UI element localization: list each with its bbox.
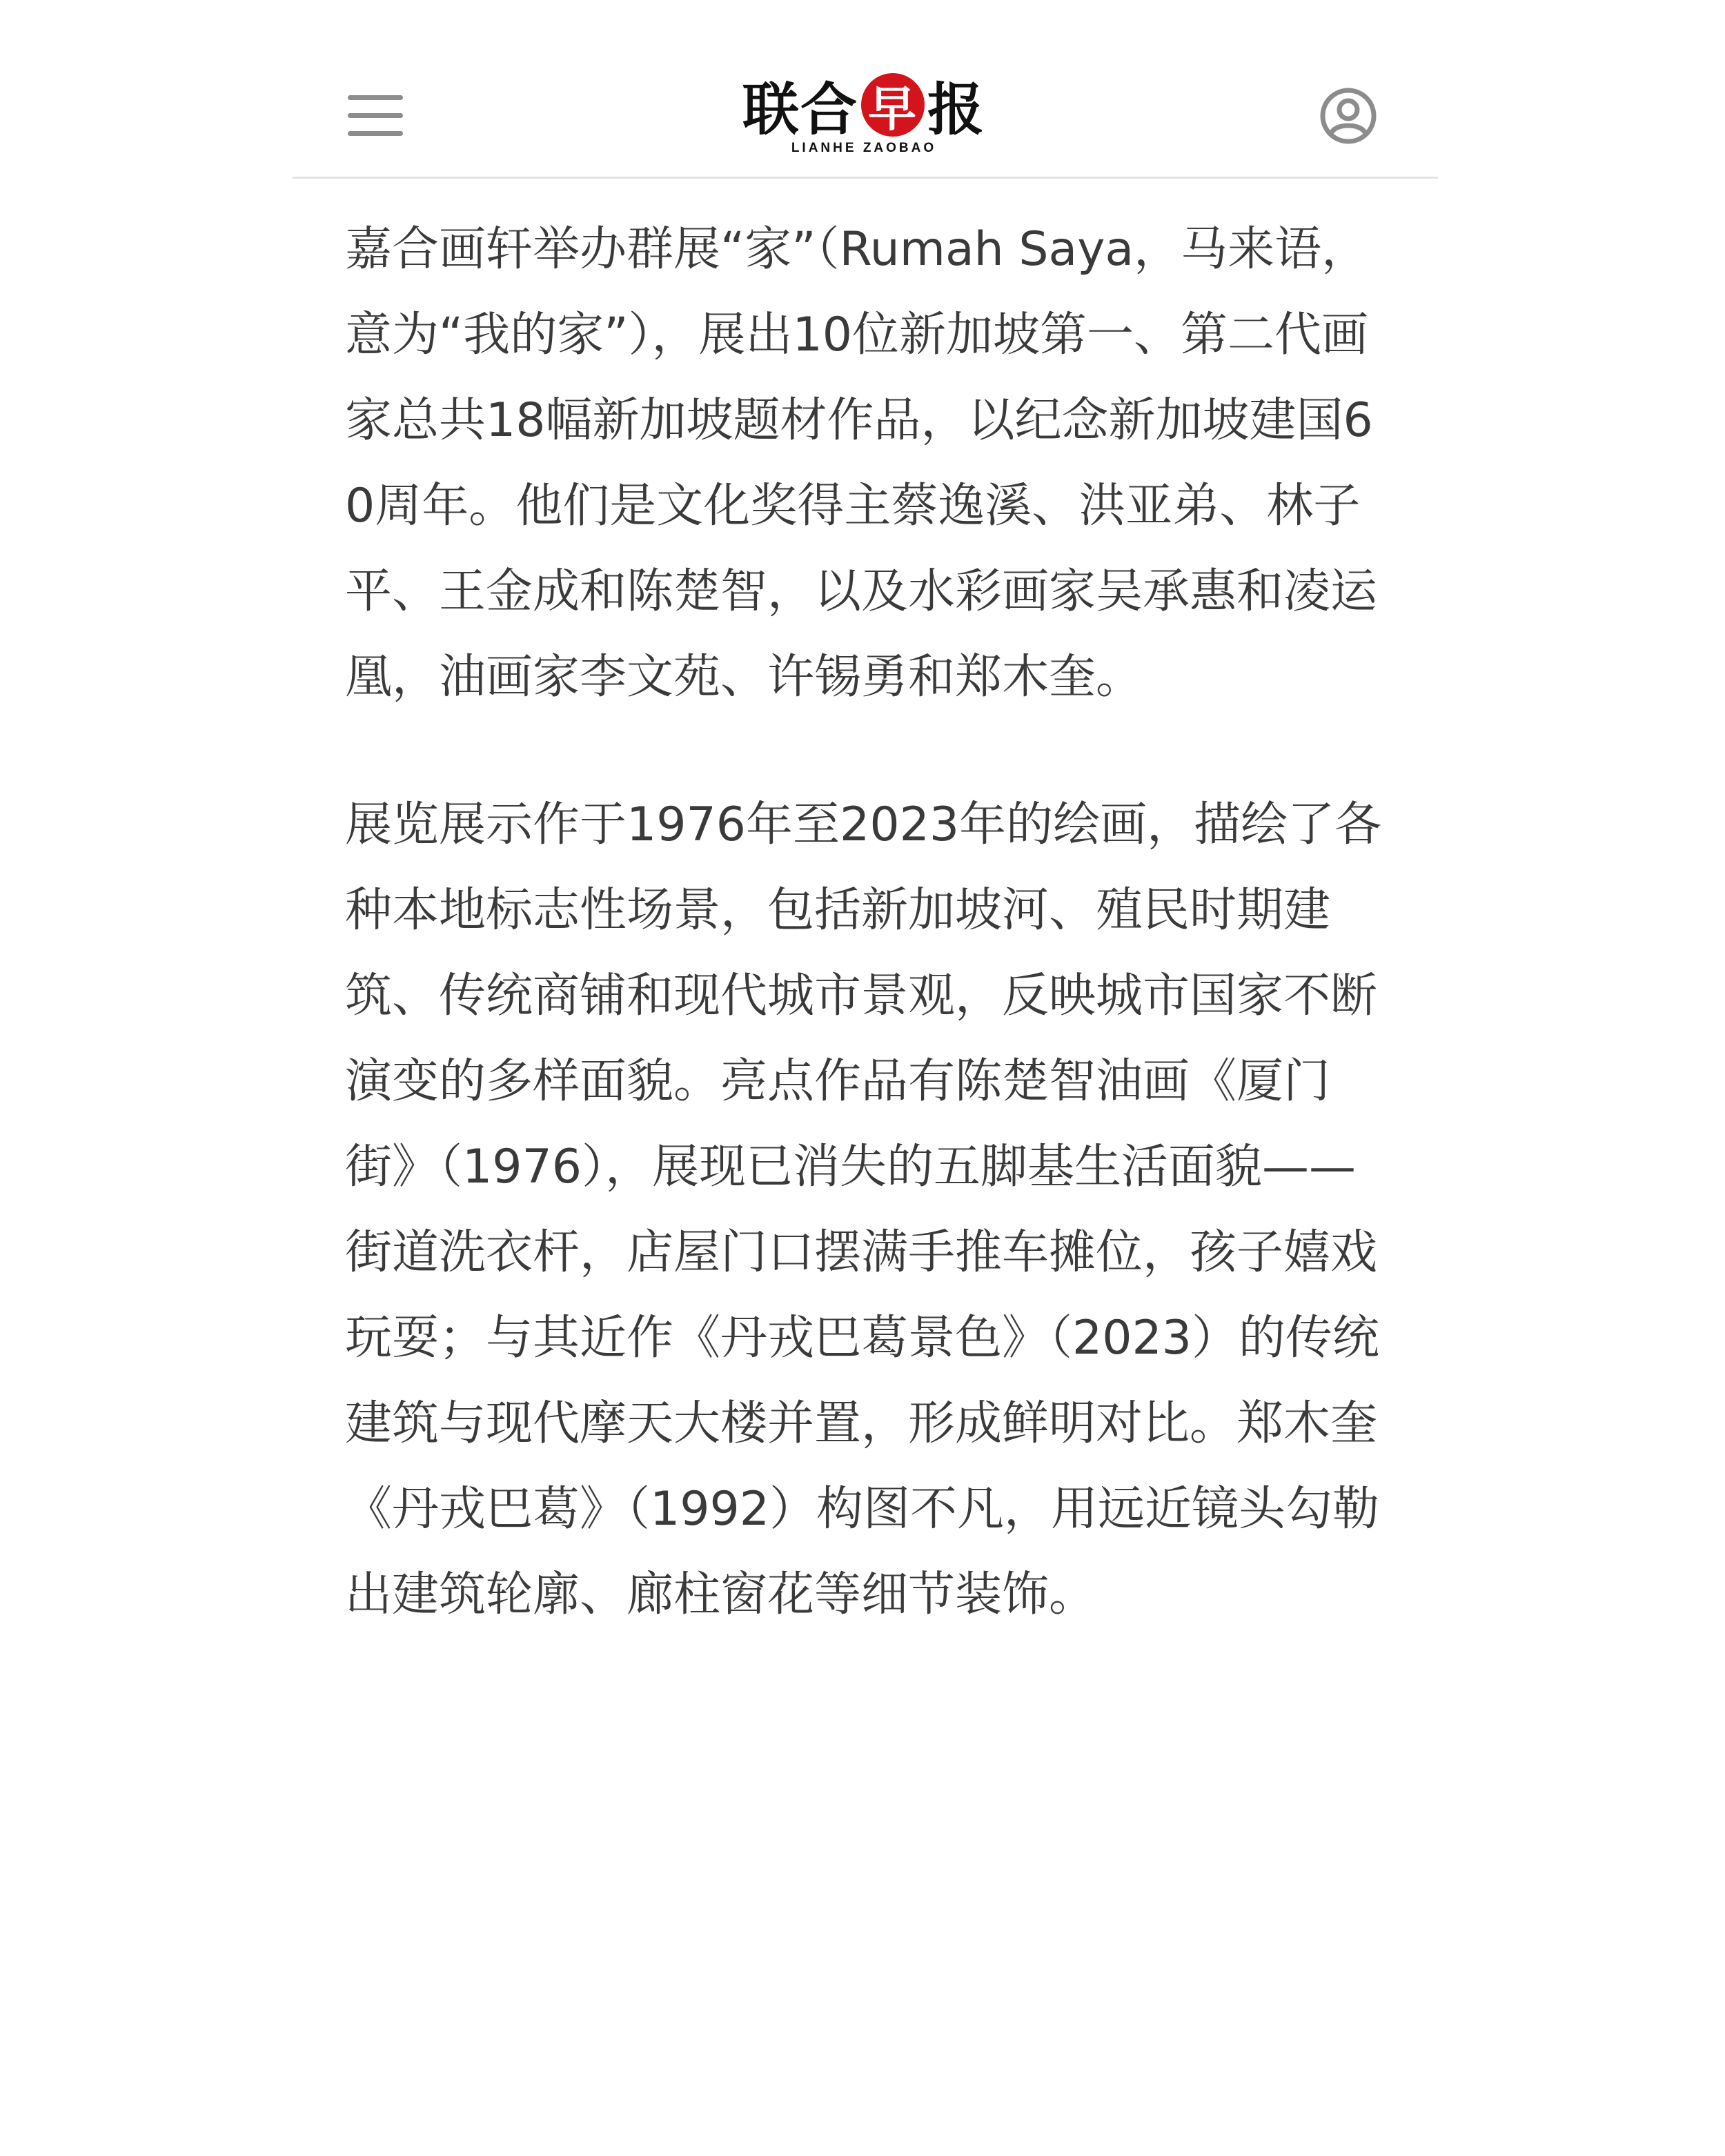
menu-bar [348,113,403,118]
logo-char: 报 [927,76,986,143]
hamburger-menu-icon[interactable] [348,92,406,137]
logo-romanization: LIANHE ZAOBAO [791,141,937,155]
menu-bar [348,131,403,136]
site-header [293,0,1438,179]
logo-wordmark [726,72,1002,143]
site-logo[interactable] [726,72,1002,161]
article-paragraph: 展览展示作于1976年至2023年的绘画，描绘了各种本地标志性场景，包括新加坡河、殖民时期建筑、传统商铺和现代城市景观，反映城市国家不断演变的多样面貌。亮点作品有陈楚智油画《厦门街》（1976），展现已消失的五脚基生活面貌——街道洗衣杆，店屋门口摆满手推车摊位，孩子嬉戏玩耍；与其近作《丹戎巴葛景色》（2023）的传统建筑与现代摩天大楼并置，形成鲜明对比。郑木奎《丹戎巴葛》（1992）构图不凡，用远近镜头勾勒出建筑轮廓、廊柱窗花等细节装饰。 [345,798,1382,1622]
article-body [345,207,1388,1700]
logo-char: 联 [742,76,800,143]
menu-bar [348,95,403,100]
article-paragraph: 嘉合画轩举办群展“家”（Rumah Saya，马来语，意为“我的家”），展出10位新加坡第一、第二代画家总共18幅新加坡题材作品，以纪念新加坡建国60周年。他们是文化奖得主蔡逸溪、洪亚弟、林子平、王金成和陈楚智，以及水彩画家吴承惠和凌运凰，油画家李文苑、许锡勇和郑木奎。 [345,222,1378,704]
logo-char: 合 [800,76,858,143]
user-account-icon[interactable] [1319,87,1377,145]
logo-red-char: 早 [861,73,925,137]
